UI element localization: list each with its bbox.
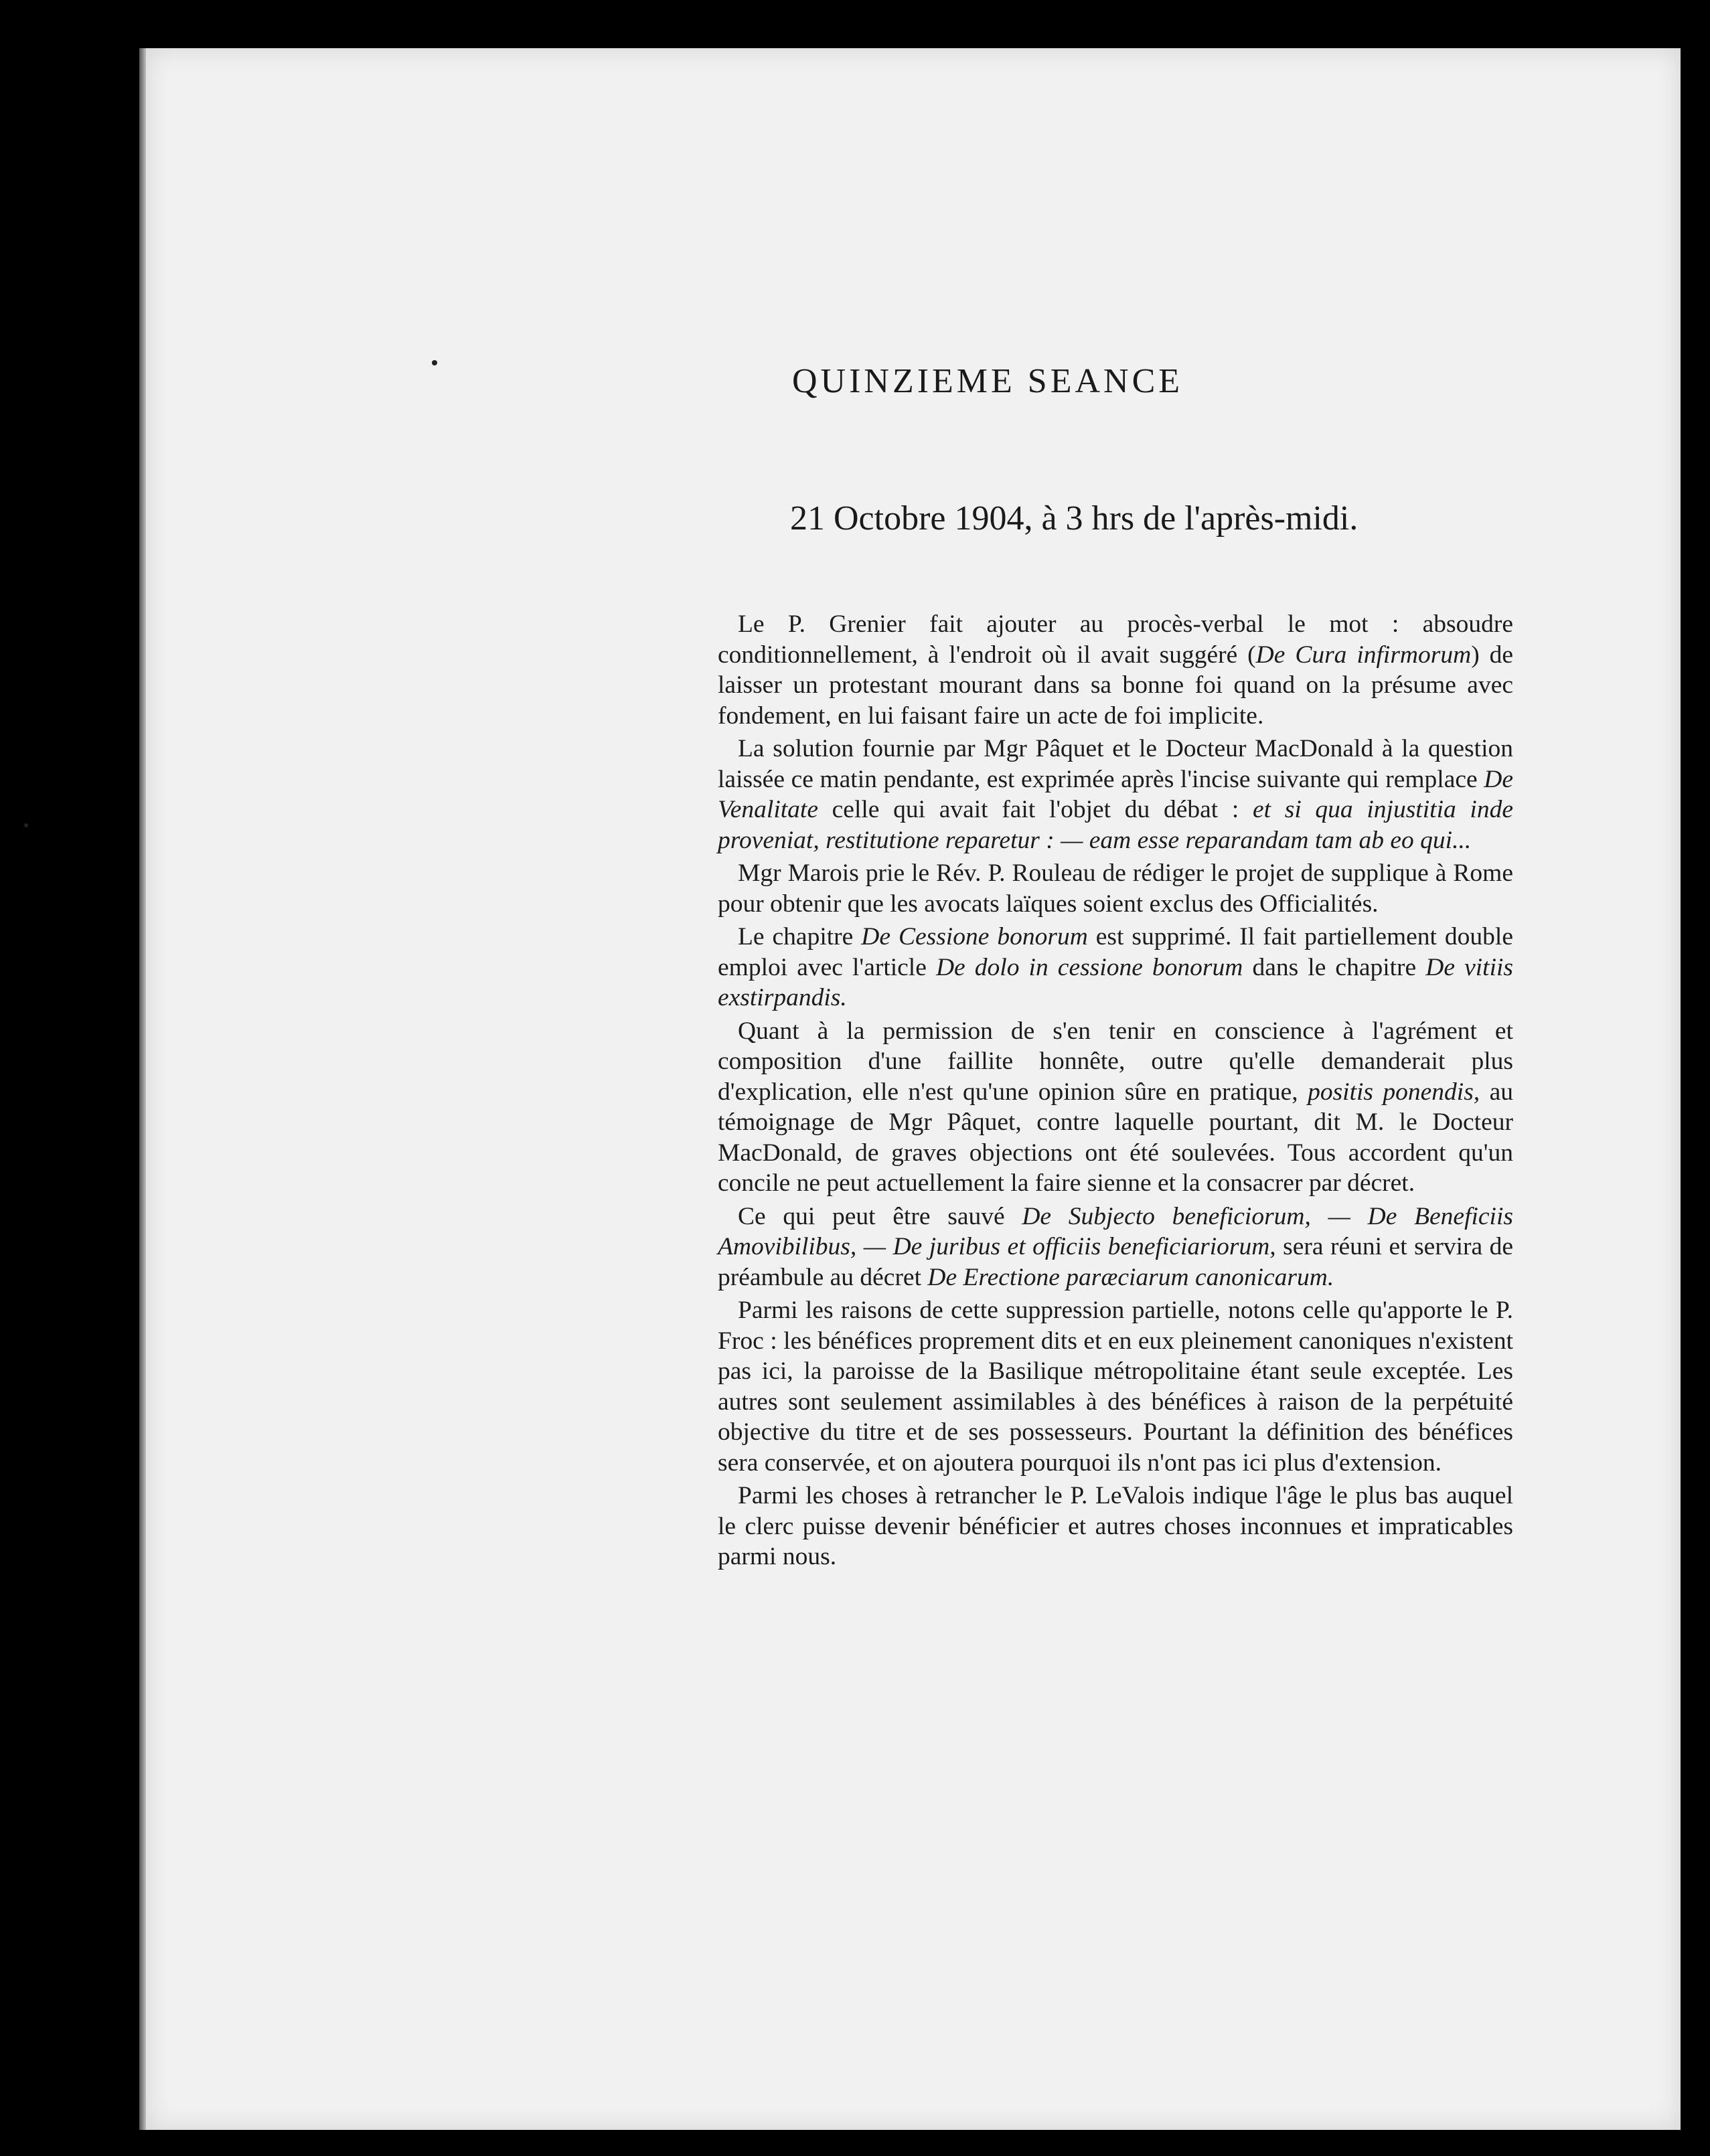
latin-title-segment: De Subjecto beneficiorum, — De Beneficiis Amovibilibus, — De juribus et officiis beneficiariorum, — [718, 1202, 1513, 1260]
paragraph — [718, 858, 1513, 919]
text-segment: Parmi les raisons de cette suppression partielle, notons celle qu'apporte le P. Froc : les bénéfices proprement dits et en eux pleinement canoniques n'existent pas ici, la paroisse de la Basilique métropolitaine étant seule exceptée. Les autres sont seulement assimilables à des bénéfices à raison de la perpétuité objective du titre et de ses possesseurs. Pourtant la définition des bénéfices sera conservée, et on ajoutera pourquoi ils n'ont pas ici plus d'extension. — [718, 1297, 1513, 1477]
text-segment: Le P. Grenier fait ajouter au procès-verbal le mot : absoudre conditionnellement, à l'endroit où il avait suggéré ( — [718, 610, 1513, 669]
paragraph — [718, 922, 1513, 1013]
text-segment: ) de laisser un protestant mourant dans sa bonne foi quand on la présume avec fondement, en lui faisant faire un acte de foi implicite. — [718, 641, 1514, 730]
session-date-line: 21 Octobre 1904, à 3 hrs de l'après-midi. — [790, 499, 1358, 537]
text-segment: sera réuni et servira de préambule au décret — [718, 1233, 1513, 1291]
text-segment: Ce qui peut être sauvé — [738, 1202, 1022, 1230]
text-segment: Mgr Marois prie le Rév. P. Rouleau de rédiger le projet de supplique à Rome pour obtenir que les avocats laïques soient exclus des Officialités. — [718, 859, 1513, 918]
text-segment: est supprimé. Il fait partiellement double emploi avec l'article — [718, 923, 1513, 981]
latin-title-segment: positis ponendis, — [1308, 1078, 1480, 1106]
paragraph — [718, 734, 1513, 855]
paragraph — [718, 1016, 1513, 1199]
paragraph — [718, 1295, 1513, 1478]
latin-title-segment: De dolo in cessione bonorum — [935, 953, 1243, 981]
text-segment: La solution fournie par Mgr Pâquet et le Docteur MacDonald à la question laissée ce matin pendante, est exprimée après l'incise suivante qui remplace — [718, 735, 1513, 793]
text-segment: au témoignage de Mgr Pâquet, contre laquelle pourtant, dit M. le Docteur MacDonald, de graves objections ont été soulevées. Tous accordent qu'un concile ne peut actuellement la faire sienne et la consacrer par décret. — [718, 1078, 1513, 1197]
latin-title-segment: De vitiis exstirpandis. — [718, 953, 1514, 1011]
latin-title-segment: De Venalitate — [718, 765, 1513, 823]
ink-speck — [24, 823, 28, 827]
text-segment: dans le chapitre — [1243, 953, 1426, 981]
paragraph — [718, 1481, 1513, 1572]
paragraph — [718, 1201, 1513, 1293]
page-heading: QUINZIEME SEANCE — [791, 362, 1184, 400]
text-segment: Parmi les choses à retrancher le P. LeValois indique l'âge le plus bas auquel le clerc puisse devenir bénéficier et autres choses inconnues et impraticables parmi nous. — [718, 1482, 1513, 1570]
latin-title-segment: De Cura infirmorum — [1255, 641, 1472, 669]
paragraph — [718, 609, 1513, 731]
ink-speck — [432, 360, 437, 365]
latin-title-segment: et si qua injustitia inde proveniat, restitutione reparetur : — eam esse reparandam tam ab eo qui... — [718, 796, 1513, 854]
latin-title-segment: De Erectione paræciarum canonicarum. — [927, 1263, 1334, 1291]
body-text — [718, 609, 1513, 1575]
text-segment: Le chapitre — [738, 923, 862, 950]
text-segment: Quant à la permission de s'en tenir en conscience à l'agrément et composition d'une faillite honnête, outre qu'elle demanderait plus d'explication, elle n'est qu'une opinion sûre en pratique, — [718, 1017, 1513, 1106]
text-segment: celle qui avait fait l'objet du débat : — [818, 796, 1253, 823]
latin-title-segment: De Cessione bonorum — [861, 923, 1088, 950]
